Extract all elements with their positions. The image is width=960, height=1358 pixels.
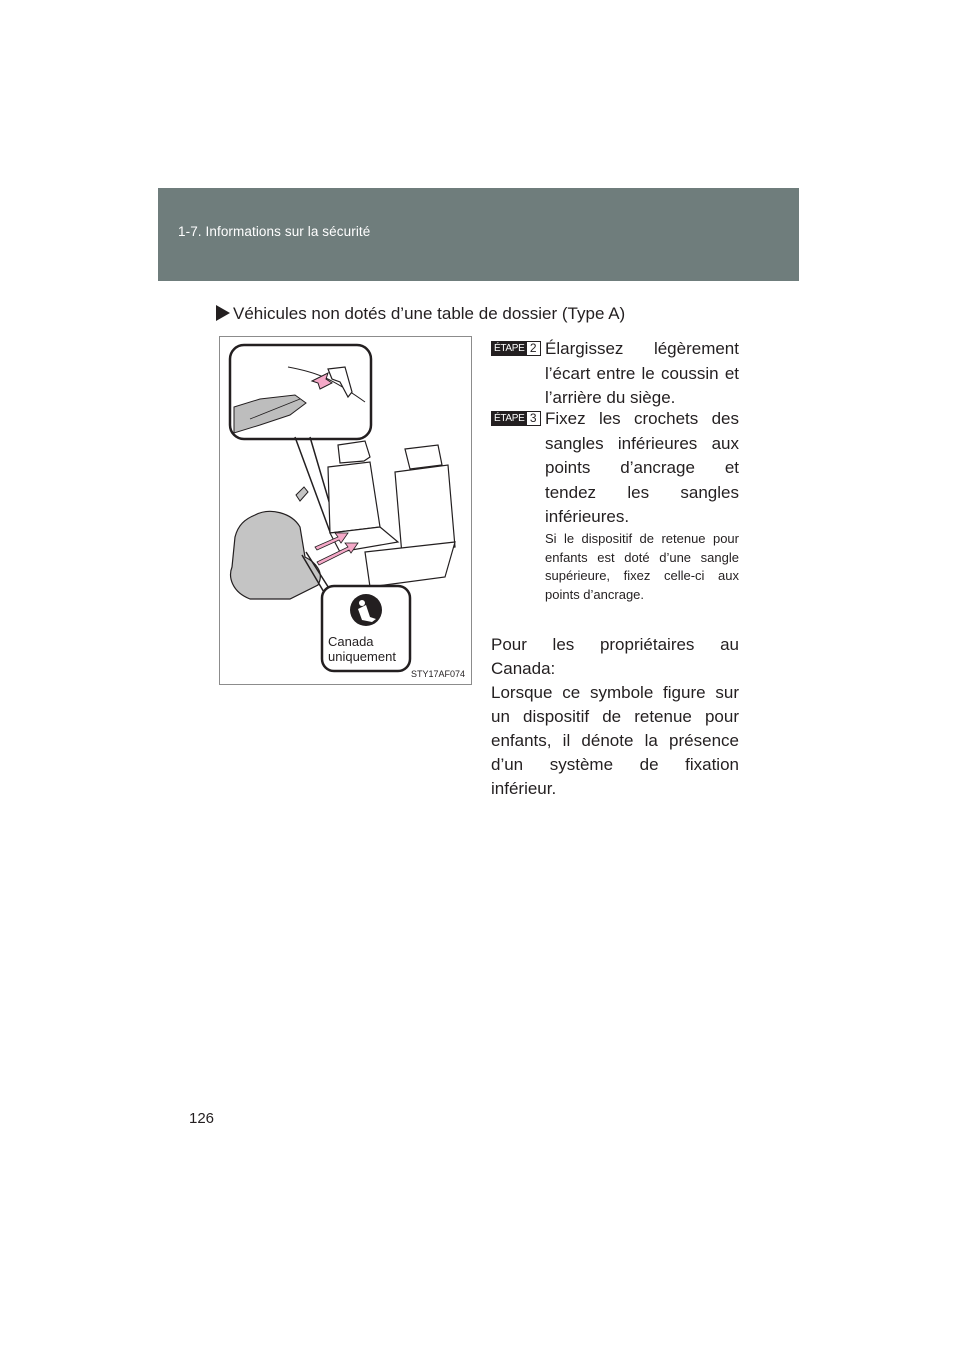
step-text: Fixez les crochets des sangles inférieures aux points d’ancrage et tendez les sangles inférieures.	[545, 409, 739, 526]
subheading	[216, 304, 625, 324]
step-text: Élargissez légèrement l’écart entre le coussin et l’arrière du siège.	[545, 339, 739, 407]
step-badge-label: ÉTAPE	[494, 343, 525, 354]
canada-only-label	[328, 634, 396, 664]
subheading-text: Véhicules non dotés d’une table de dossier (Type A)	[233, 304, 626, 323]
step-badge	[491, 411, 541, 426]
note-text: Si le dispositif de retenue pour enfants est doté d’une sangle supérieure, fixez celle-ci aux points d’ancrage.	[545, 531, 739, 602]
owner-title: Pour les propriétaires au Canada:	[491, 635, 739, 678]
triangle-bullet-icon	[216, 305, 230, 321]
canada-label-line2: uniquement	[328, 649, 396, 664]
illustration-figure	[219, 336, 472, 685]
step-badge-label: ÉTAPE	[494, 413, 525, 424]
step-2	[491, 337, 739, 411]
step-badge	[491, 341, 541, 356]
figure-code: STY17AF074	[410, 669, 465, 679]
step-number: 3	[529, 411, 537, 425]
owner-text: Lorsque ce symbole figure sur un dispositif de retenue pour enfants, il dénote la présence d’un système de fixation inférieur.	[491, 683, 739, 798]
canada-label-line1: Canada	[328, 634, 374, 649]
section-title: 1-7. Informations sur la sécurité	[178, 224, 371, 239]
header-band	[158, 188, 799, 281]
owner-paragraph	[491, 633, 739, 801]
step-number: 2	[529, 341, 537, 355]
page-number: 126	[189, 1110, 215, 1127]
step-3	[491, 407, 739, 530]
